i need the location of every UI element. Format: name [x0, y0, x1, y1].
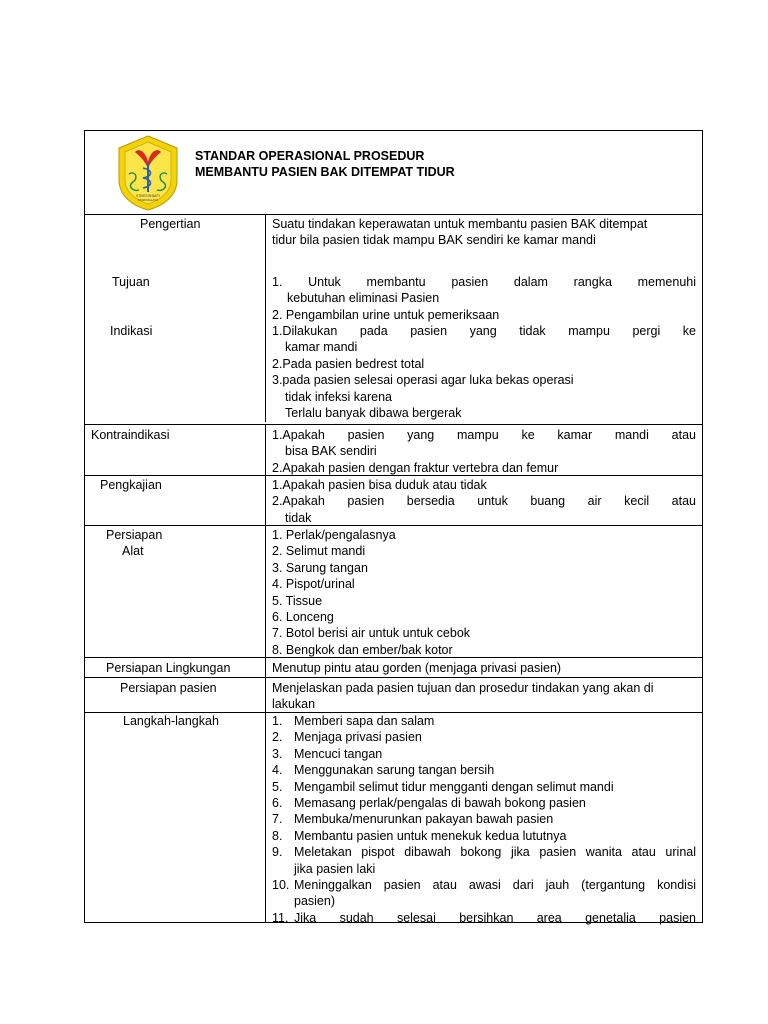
row-langkah-langkah — [85, 712, 702, 925]
label-cell — [85, 425, 266, 476]
label-cell — [85, 713, 266, 922]
label-cell — [85, 273, 266, 323]
row-label: Pengertian — [140, 217, 201, 231]
content-line: 1. Untuk membantu pasien dalam rangka memenuhi — [272, 275, 696, 289]
label-cell — [85, 476, 266, 526]
content-line: 1.Apakah pasien bisa duduk atau tidak — [272, 478, 487, 492]
step-item: 5. Mengambil selimut tidur mengganti dengan selimut mandi — [272, 779, 614, 794]
row-label: Persiapan — [106, 528, 163, 542]
row-pengertian — [85, 214, 702, 273]
label-cell — [85, 215, 266, 273]
row-label: Persiapan pasien — [120, 681, 217, 695]
document-title — [195, 148, 455, 181]
sop-table — [84, 130, 703, 923]
row-label: Kontraindikasi — [91, 428, 170, 442]
content-line: 2.Apakah pasien bersedia untuk buang air kecil atau — [272, 494, 696, 509]
list-item: 6. Lonceng — [272, 610, 334, 625]
svg-text:STIKES BHAKTI: STIKES BHAKTI — [136, 194, 160, 198]
step-item: 7. Membuka/menurunkan pakayan bawah pasien — [272, 812, 554, 827]
step-item: 1. Memberi sapa dan salam — [272, 714, 435, 728]
row-kontraindikasi — [85, 424, 702, 476]
list-item: 1. Perlak/pengalasnya — [272, 528, 396, 542]
row-label: Persiapan Lingkungan — [106, 661, 231, 675]
step-item: 6. Memasang perlak/pengalas di bawah bokong pasien — [272, 796, 586, 811]
row-persiapan-alat — [85, 525, 702, 658]
content-cell — [266, 678, 702, 713]
content-line: 2. Pengambilan urine untuk pemeriksaan — [272, 307, 500, 322]
content-cell — [266, 215, 702, 273]
content-line: 1.Dilakukan pada pasien yang tidak mampu pergi ke — [272, 324, 696, 338]
content-cell — [266, 658, 702, 678]
list-item: 5. Tissue — [272, 593, 323, 608]
list-item: 2. Selimut mandi — [272, 544, 366, 559]
row-pengkajian — [85, 475, 702, 526]
step-item: 3. Mencuci tangan — [272, 746, 383, 761]
content-line: 1.Apakah pasien yang mampu ke kamar mandi atau — [272, 428, 696, 442]
step-item: 8. Membantu pasien untuk menekuk kedua lututnya — [272, 828, 567, 843]
content-cell — [266, 273, 702, 323]
step-item-continuation: jika pasien laki — [294, 861, 376, 876]
row-label: Langkah-langkah — [123, 714, 219, 728]
content-line: Menjelaskan pada pasien tujuan dan prosedur tindakan yang akan di — [272, 681, 654, 695]
step-item: 11. Jika sudah selesai bersihkan area genetalia pasien — [272, 910, 696, 925]
row-indikasi — [85, 322, 702, 422]
content-line: 2.Pada pasien bedrest total — [272, 356, 425, 371]
row-label: Pengkajian — [100, 478, 162, 492]
row-label: Alat — [122, 544, 144, 559]
step-item: 2. Menjaga privasi pasien — [272, 730, 422, 745]
label-cell — [85, 322, 266, 422]
content-cell — [266, 476, 702, 526]
content-line: 3.pada pasien selesai operasi agar luka bekas operasi — [272, 373, 574, 388]
sop-header — [85, 131, 702, 214]
content-line: Suatu tindakan keperawatan untuk membantu pasien BAK ditempat — [272, 217, 648, 231]
row-label: Tujuan — [112, 275, 150, 289]
content-line: tidak infeksi karena — [285, 389, 393, 404]
content-cell — [266, 322, 702, 422]
list-item: 8. Bengkok dan ember/bak kotor — [272, 642, 453, 657]
step-item: 10. Meninggalkan pasien atau awasi dari jauh (tergantung kondisi — [272, 878, 696, 893]
step-item: 4. Menggunakan sarung tangan bersih — [272, 763, 495, 778]
svg-text:TASIKMALAYA: TASIKMALAYA — [137, 198, 159, 202]
content-line: lakukan — [272, 697, 316, 712]
content-line: kamar mandi — [285, 340, 358, 355]
row-label: Indikasi — [110, 324, 153, 338]
title-line-2: MEMBANTU PASIEN BAK DITEMPAT TIDUR — [195, 165, 455, 180]
steps-list — [266, 713, 702, 925]
content-line: bisa BAK sendiri — [285, 444, 377, 459]
row-tujuan — [85, 273, 702, 323]
label-cell — [85, 658, 266, 678]
row-persiapan-pasien — [85, 677, 702, 713]
content-line: tidak — [285, 510, 312, 525]
step-item: 9. Meletakan pispot dibawah bokong jika pasien wanita atau urinal — [272, 845, 696, 860]
label-cell — [85, 526, 266, 658]
content-line: kebutuhan eliminasi Pasien — [287, 291, 440, 306]
content-cell — [266, 526, 702, 658]
row-persiapan-lingkungan — [85, 657, 702, 678]
content-line: Terlalu banyak dibawa bergerak — [285, 406, 462, 421]
institution-logo — [113, 134, 183, 212]
label-cell — [85, 678, 266, 713]
list-item: 3. Sarung tangan — [272, 560, 368, 575]
content-line: 2.Apakah pasien dengan fraktur vertebra dan femur — [272, 460, 559, 475]
step-item-continuation: pasien) — [294, 894, 335, 909]
title-line-1: STANDAR OPERASIONAL PROSEDUR — [195, 149, 425, 163]
list-item: 4. Pispot/urinal — [272, 577, 355, 592]
content-line: tidur bila pasien tidak mampu BAK sendiri ke kamar mandi — [272, 233, 596, 248]
content-line: Menutup pintu atau gorden (menjaga privasi pasien) — [272, 661, 562, 675]
content-cell — [266, 425, 702, 476]
list-item: 7. Botol berisi air untuk untuk cebok — [272, 626, 471, 641]
